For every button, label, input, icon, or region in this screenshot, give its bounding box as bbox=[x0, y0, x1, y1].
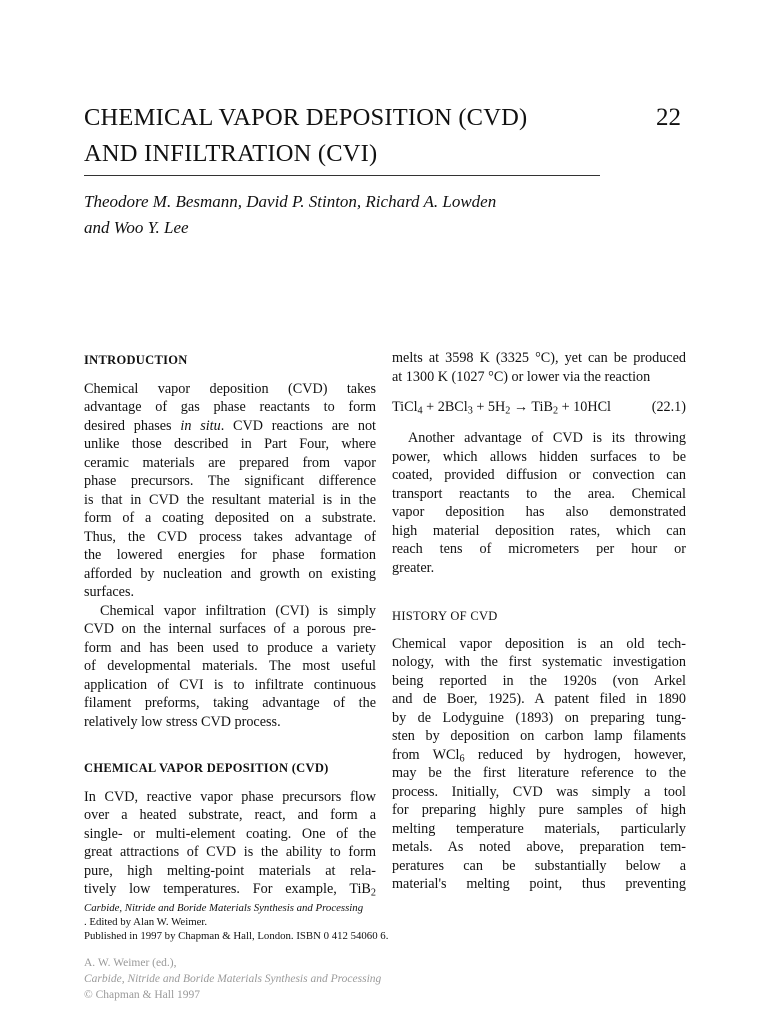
text-line: of developmental materials. The most useful bbox=[84, 658, 376, 674]
copyright-credit bbox=[84, 955, 381, 1003]
intro-paragraph-2 bbox=[84, 602, 376, 732]
text-line: is that in CVD the resultant material is in the bbox=[84, 491, 376, 508]
cvd-heading: CHEMICAL VAPOR DEPOSITION (CVD) bbox=[84, 761, 329, 775]
text-line: being reported in the 1920s (von Arkel bbox=[392, 672, 686, 689]
text-line: In CVD, reactive vapor phase precursors flow bbox=[84, 788, 376, 805]
text-line: form and has been used to produce a variety bbox=[84, 639, 376, 656]
equation-22-1 bbox=[392, 398, 686, 420]
text-line: and de Boer, 1925). A patent filed in 1890 bbox=[392, 691, 686, 707]
credit-line1: A. W. Weimer (ed.), Carbide, Nitride and Boride Materials Synthesis and Processing bbox=[84, 957, 382, 985]
left-column bbox=[84, 351, 376, 899]
text-line: application of CVI is to infiltrate continuous bbox=[84, 676, 376, 693]
text-line: phase precursors. The significant difference bbox=[84, 473, 376, 489]
continued-paragraph bbox=[392, 349, 686, 386]
equation-number: (22.1) bbox=[651, 399, 686, 415]
footnote-line1: Carbide, Nitride and Boride Materials Synthesis and Processing . Edited by Alan W. Weimer. bbox=[84, 902, 364, 928]
intro-paragraph-1 bbox=[84, 380, 376, 602]
credit-line2: © Chapman & Hall 1997 bbox=[84, 989, 201, 1001]
text-line: for preparing highly pure samples of high bbox=[392, 802, 686, 818]
publication-footnote bbox=[84, 901, 388, 943]
right-column bbox=[392, 349, 686, 894]
chapter-title-line2: AND INFILTRATION (CVI) bbox=[84, 140, 378, 167]
text-line: the lowered energies for phase formation bbox=[84, 547, 376, 563]
text-line: vapor deposition has also demonstrated bbox=[392, 504, 686, 520]
title-rule bbox=[84, 175, 600, 176]
text-line: great attractions of CVD is the ability to form bbox=[84, 844, 376, 860]
throwing-power-paragraph bbox=[392, 429, 686, 577]
text-line: sten by deposition on carbon lamp filaments bbox=[392, 728, 686, 744]
text-line: may be the first literature reference to the bbox=[392, 765, 686, 781]
text-line: advantage of gas phase reactants to form bbox=[84, 399, 376, 415]
text-line: over a heated substrate, react, and form a bbox=[84, 807, 376, 823]
text-line: peratures can be substantially below a bbox=[392, 857, 686, 874]
intro-heading: INTRODUCTION bbox=[84, 353, 188, 367]
text-line: high material deposition rates, which can bbox=[392, 522, 686, 539]
text-line: at 1300 K (1027 °C) or lower via the reaction bbox=[392, 368, 651, 385]
text-line: power, which allows hidden surfaces to be bbox=[392, 448, 686, 465]
text-line: coated, provided diffusion or convection can bbox=[392, 467, 686, 483]
text-line: metals. As noted above, preparation tem- bbox=[392, 839, 686, 855]
authors-line2: and Woo Y. Lee bbox=[84, 218, 189, 237]
history-paragraph bbox=[392, 635, 686, 894]
authors-line1: Theodore M. Besmann, David P. Stinton, Richard A. Lowden bbox=[84, 192, 497, 211]
text-line: greater. bbox=[392, 559, 435, 576]
text-line: process. Initially, CVD was simply a tool bbox=[392, 783, 686, 800]
text-line: surfaces. bbox=[84, 584, 135, 600]
equation-expression: TiCl$_4$ + $2BCl_3 + 5H_2 \to TiB_2 + 10HCl$ bbox=[392, 399, 611, 417]
text-line: Thus, the CVD process takes advantage of bbox=[84, 528, 376, 545]
text-line: relatively low stress CVD process. bbox=[84, 713, 281, 730]
text-line: pure, high melting-point materials at rela- bbox=[84, 862, 376, 879]
chapter-title-line1: CHEMICAL VAPOR DEPOSITION (CVD) bbox=[84, 104, 528, 131]
text-line: unlike those described in Part Four, where bbox=[84, 436, 376, 452]
text-line: by de Lodyguine (1893) on preparing tung- bbox=[392, 709, 686, 726]
text-line: from WCl$_6$ reduced by hydrogen, however, bbox=[392, 746, 686, 765]
text-line: melts at 3598 K (3325 °C), yet can be produced bbox=[392, 350, 686, 366]
text-line: form of a coating deposited on a substrate. bbox=[84, 510, 376, 526]
chapter-number: 22 bbox=[656, 104, 681, 131]
history-heading: HISTORY OF CVD bbox=[392, 609, 498, 623]
text-line: melting temperature materials, particularly bbox=[392, 820, 686, 837]
text-line: Chemical vapor deposition (CVD) takes bbox=[84, 380, 376, 397]
text-line: nology, with the first systematic investigation bbox=[392, 654, 686, 670]
footnote-line2: Published in 1997 by Chapman & Hall, London. ISBN 0 412 54060 6. bbox=[84, 930, 389, 942]
text-line: material's melting point, thus preventing bbox=[392, 876, 686, 892]
text-line: afforded by nucleation and growth on existing bbox=[84, 565, 376, 582]
text-line: desired phases in situ. CVD reactions are not bbox=[84, 417, 376, 434]
text-line: single- or multi-element coating. One of the bbox=[84, 825, 376, 842]
chapter-title bbox=[84, 100, 527, 172]
text-line: Chemical vapor infiltration (CVI) is simply bbox=[100, 602, 376, 619]
text-line: transport reactants to the area. Chemical bbox=[392, 485, 686, 502]
text-line: filament preforms, taking advantage of the bbox=[84, 695, 376, 711]
cvd-paragraph bbox=[84, 788, 376, 899]
text-line: reach tens of micrometers per hour or bbox=[392, 541, 686, 557]
text-line: tively low temperatures. For example, TiB$_2$ bbox=[84, 881, 376, 899]
text-line: CVD on the internal surfaces of a porous pre- bbox=[84, 621, 376, 637]
text-line: Chemical vapor deposition is an old tech- bbox=[392, 635, 686, 652]
text-line: Another advantage of CVD is its throwing bbox=[408, 430, 686, 446]
text-line: ceramic materials are prepared from vapor bbox=[84, 454, 376, 471]
authors bbox=[84, 189, 496, 241]
